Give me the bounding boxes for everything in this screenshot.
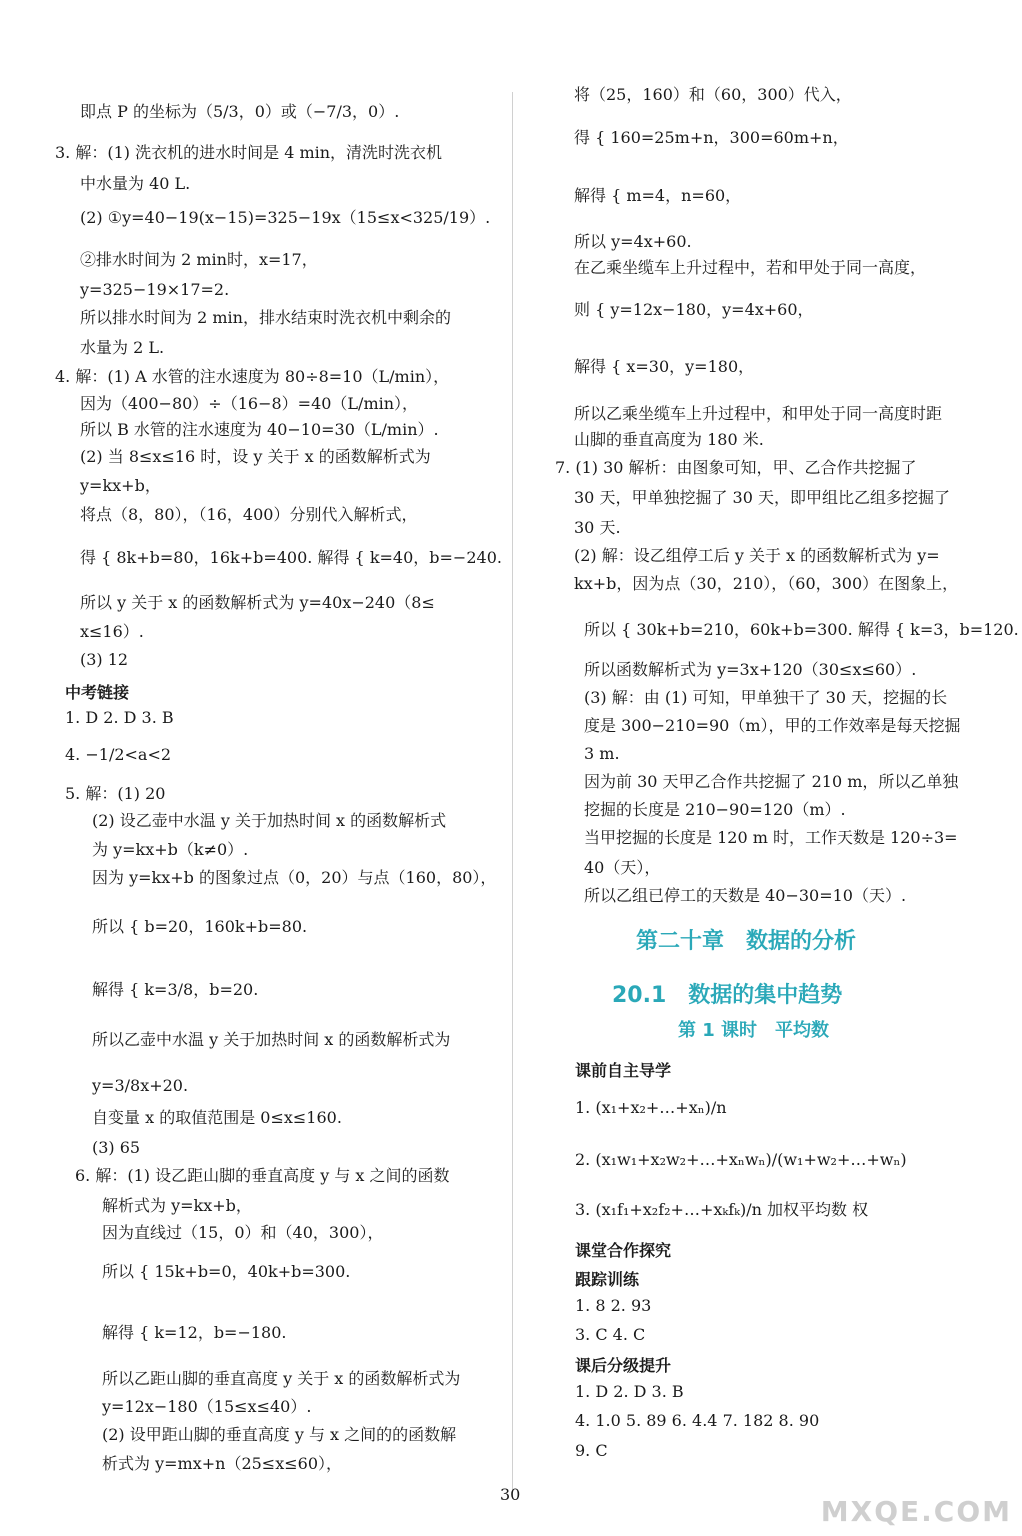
section-heading: 中考链接 (65, 683, 130, 702)
text-line: 所以乙乘坐缆车上升过程中，和甲处于同一高度时距 (574, 404, 943, 423)
text-line: (3) 解：由 (1) 可知，甲单独干了 30 天，挖掘的长 (584, 688, 948, 707)
watermark-logo: MXQE.COM (820, 1495, 1012, 1528)
text-line: 30 天. (574, 518, 621, 537)
text-line: 自变量 x 的取值范围是 0≤x≤160. (92, 1108, 342, 1127)
text-line: (3) 12 (80, 650, 129, 669)
text-line: y=kx+b， (80, 476, 161, 495)
text-line: 解得 { x=30，y=180， (574, 357, 755, 376)
text-line: 得 { 8k+b=80，16k+b=400. 解得 { k=40，b=−240. (80, 548, 502, 567)
section-heading: 课前自主导学 (575, 1061, 672, 1080)
text-line: 所以 { 30k+b=210，60k+b=300. 解得 { k=3，b=120. (584, 620, 1019, 639)
text-line: 所以乙组已停工的天数是 40−30=10（天）. (584, 886, 907, 905)
text-line: kx+b，因为点（30，210），（60，300）在图象上， (574, 574, 959, 593)
text-line: ②排水时间为 2 min时，x=17， (80, 250, 318, 269)
text-line: 当甲挖掘的长度是 120 m 时，工作天数是 120÷3= (584, 828, 958, 847)
section-heading: 跟踪训练 (575, 1270, 640, 1289)
text-line: 所以 { b=20，160k+b=80. (92, 917, 308, 936)
text-line: 1. D 2. D 3. B (65, 708, 174, 727)
text-line: 3. C 4. C (575, 1325, 646, 1344)
text-line: 解得 { m=4，n=60， (574, 186, 742, 205)
text-line: 3. 解：(1) 洗衣机的进水时间是 4 min，清洗时洗衣机 (55, 143, 443, 162)
text-line: 4. 解：(1) A 水管的注水速度为 80÷8=10（L/min）， (55, 367, 450, 386)
text-line: (2) 设甲距山脚的垂直高度 y 与 x 之间的的函数解 (102, 1425, 457, 1444)
text-line: 山脚的垂直高度为 180 米. (574, 430, 764, 449)
text-line: 因为（400−80）÷（16−8）=40（L/min）， (80, 394, 419, 413)
text-line: 7. (1) 30 解析：由图象可知，甲、乙合作共挖掘了 (555, 458, 917, 477)
page-number: 30 (500, 1485, 521, 1504)
text-line: (2) 当 8≤x≤16 时，设 y 关于 x 的函数解析式为 (80, 447, 431, 466)
text-line: 3 m. (584, 744, 620, 763)
text-line: 所以函数解析式为 y=3x+120（30≤x≤60）. (584, 660, 917, 679)
text-line: 所以 { 15k+b=0，40k+b=300. (102, 1262, 351, 1281)
text-line: (2) 解：设乙组停工后 y 关于 x 的函数解析式为 y= (574, 546, 940, 565)
chapter-title: 第二十章 数据的分析 (636, 929, 857, 954)
text-line: 5. 解：(1) 20 (65, 784, 166, 803)
text-line: 40（天）， (584, 858, 661, 877)
text-line: 解得 { k=3/8，b=20. (92, 980, 259, 999)
text-line: (3) 65 (92, 1138, 141, 1157)
text-line: 1. D 2. D 3. B (575, 1382, 684, 1401)
section-heading: 课堂合作探究 (575, 1241, 672, 1260)
text-line: 为 y=kx+b（k≠0）. (92, 840, 249, 859)
text-line: (2) ①y=40−19(x−15)=325−19x（15≤x<325/19）. (80, 208, 491, 227)
text-line: 则 { y=12x−180，y=4x+60， (574, 300, 814, 319)
section-heading: 课后分级提升 (575, 1356, 672, 1375)
text-line: y=325−19×17=2. (80, 280, 230, 299)
section-title: 20.1 数据的集中趋势 (612, 983, 843, 1008)
text-line: 30 天，甲单独挖掘了 30 天，即甲组比乙组多挖掘了 (574, 488, 950, 507)
text-line: 3. (x₁f₁+x₂f₂+…+xₖfₖ)/n 加权平均数 权 (575, 1200, 869, 1219)
text-line: y=3/8x+20. (92, 1076, 189, 1095)
text-line: 将（25，160）和（60，300）代入， (574, 85, 852, 104)
text-line: 即点 P 的坐标为（5/3，0）或（−7/3，0）. (80, 102, 400, 121)
text-line: 2. (x₁w₁+x₂w₂+…+xₙwₙ)/(w₁+w₂+…+wₙ) (575, 1150, 907, 1169)
text-line: y=12x−180（15≤x≤40）. (102, 1397, 312, 1416)
text-line: 水量为 2 L. (80, 338, 165, 357)
text-line: 4. 1.0 5. 89 6. 4.4 7. 182 8. 90 (575, 1411, 820, 1430)
text-line: 得 { 160=25m+n，300=60m+n， (574, 128, 849, 147)
text-line: x≤16）. (80, 622, 144, 641)
text-line: 所以 y 关于 x 的函数解析式为 y=40x−240（8≤ (80, 593, 435, 612)
text-line: 所以 y=4x+60. (574, 232, 692, 251)
text-line: 4. −1/2<a<2 (65, 745, 172, 764)
text-line: 度是 300−210=90（m），甲的工作效率是每天挖掘 (584, 716, 961, 735)
text-line: 析式为 y=mx+n（25≤x≤60）， (102, 1454, 342, 1473)
text-line: 解析式为 y=kx+b， (102, 1196, 252, 1215)
text-line: 所以排水时间为 2 min，排水结束时洗衣机中剩余的 (80, 308, 451, 327)
text-line: 因为直线过（15，0）和（40，300）， (102, 1223, 384, 1242)
text-line: 6. 解：(1) 设乙距山脚的垂直高度 y 与 x 之间的函数 (75, 1166, 450, 1185)
text-line: 1. 8 2. 93 (575, 1296, 652, 1315)
text-line: 解得 { k=12，b=−180. (102, 1323, 287, 1342)
text-line: 挖掘的长度是 210−90=120（m）. (584, 800, 846, 819)
text-line: (2) 设乙壶中水温 y 关于加热时间 x 的函数解析式 (92, 811, 447, 830)
text-line: 中水量为 40 L. (80, 174, 191, 193)
column-divider (512, 92, 513, 1492)
text-line: 1. (x₁+x₂+…+xₙ)/n (575, 1098, 727, 1117)
text-line: 因为前 30 天甲乙合作共挖掘了 210 m，所以乙单独 (584, 772, 959, 791)
text-line: 所以乙壶中水温 y 关于加热时间 x 的函数解析式为 (92, 1030, 451, 1049)
text-line: 在乙乘坐缆车上升过程中，若和甲处于同一高度， (574, 258, 927, 277)
lesson-title: 第 1 课时 平均数 (678, 1020, 830, 1041)
text-line: 将点（8，80），（16，400）分别代入解析式， (80, 505, 418, 524)
text-line: 9. C (575, 1441, 608, 1460)
text-line: 所以乙距山脚的垂直高度 y 关于 x 的函数解析式为 (102, 1369, 461, 1388)
text-line: 因为 y=kx+b 的图象过点（0，20）与点（160，80）， (92, 868, 497, 887)
text-line: 所以 B 水管的注水速度为 40−10=30（L/min）. (80, 420, 439, 439)
